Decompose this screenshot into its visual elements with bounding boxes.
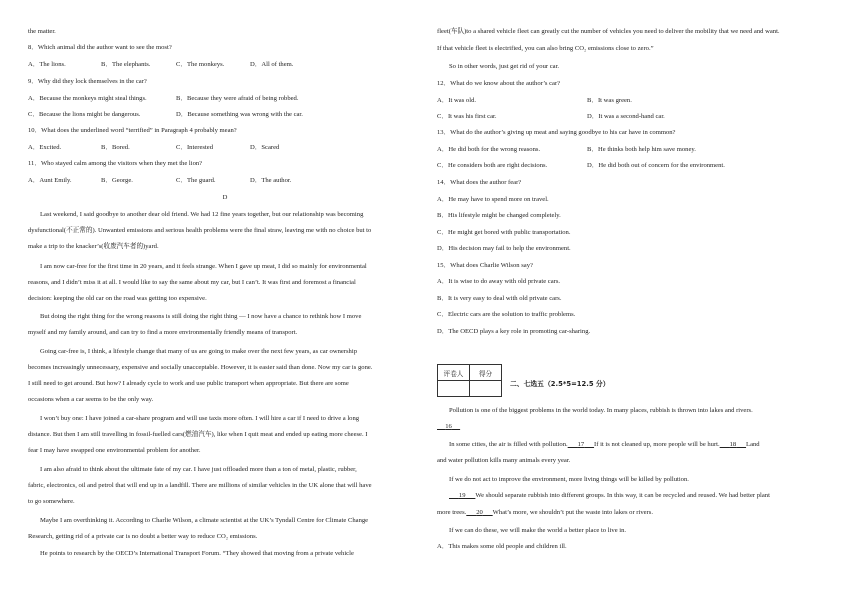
s7-line bbox=[437, 508, 653, 517]
q15-option-a[interactable]: A．It is wise to do away with old private cars. bbox=[437, 278, 561, 285]
q14-option-d[interactable]: D．His decision may fail to help the environment. bbox=[437, 245, 571, 252]
s7-line bbox=[449, 491, 770, 500]
question-12: 12．What do we know about the author’s car? bbox=[437, 80, 561, 87]
passage-line: distance. But then I am still travelling in fossil-fuelled cars(燃油汽车), like when I quit meat and ended up eating more cheese. I bbox=[28, 431, 368, 438]
passage-line: becomes increasingly unnecessary, expensive and socially unacceptable. However, it is easier said than done. Now my car is gone. bbox=[28, 364, 373, 371]
question-10: 10．What does the underlined word “terrified” in Paragraph 4 probably mean? bbox=[28, 127, 237, 134]
q12-option-b[interactable]: B．It was green. bbox=[587, 97, 632, 104]
s7-text: In some cities, the air is filled with pollution. bbox=[449, 441, 568, 448]
s7-text: more trees. bbox=[437, 509, 467, 516]
question-14: 14．What does the author fear? bbox=[437, 179, 522, 186]
passage-line: fleet(车队)to a shared vehicle fleet can greatly cut the number of vehicles you need to deliver the mobility that we need and want. bbox=[437, 28, 780, 35]
q12-option-c[interactable]: C．It was his first car. bbox=[437, 113, 497, 120]
passage-line: dysfunctional(不正常的). Unwanted emissions and serious health problems were the final straw, leaving me with no choice but to bbox=[28, 227, 372, 234]
q9-option-d[interactable]: D．Because something was wrong with the car. bbox=[176, 111, 303, 118]
passage-line: I won’t buy one: I have joined a car-share program and will use taxis more often. I will hire a car if I need to drive a long bbox=[40, 415, 360, 422]
passage-line: Maybe I am overthinking it. According to Charlie Wilson, a climate scientist at the UK’s Tyndall Centre for Climate Change bbox=[40, 517, 369, 524]
s7-line: Pollution is one of the biggest problems in the world today. In many places, rubbish is thrown into lakes and rivers. bbox=[449, 407, 753, 414]
q14-option-c[interactable]: C．He might get bored with public transportation. bbox=[437, 229, 571, 236]
text-line: the matter. bbox=[28, 28, 56, 35]
s7-option-a: A．This makes some old people and children ill. bbox=[437, 543, 567, 550]
q15-option-c[interactable]: C．Electric cars are the solution to traffic problems. bbox=[437, 311, 576, 318]
passage-line: Going car-free is, I think, a lifestyle change that many of us are going to make over the next few years, as car ownership bbox=[40, 348, 357, 355]
q10-option-d[interactable]: D．Scared bbox=[250, 144, 280, 151]
blank-number: 16 bbox=[445, 423, 452, 430]
q14-option-a[interactable]: A．He may have to spend more on travel. bbox=[437, 196, 549, 203]
passage-line: I am also afraid to think about the ultimate fate of my car. I have just offloaded more than a ton of metal, plastic, rubber, bbox=[40, 466, 357, 473]
q12-option-d[interactable]: D．It was a second-hand car. bbox=[587, 113, 665, 120]
s7-line bbox=[449, 440, 760, 449]
q8-option-a[interactable]: A．The lions. bbox=[28, 61, 66, 68]
q13-option-c[interactable]: C．He considers both are right decisions. bbox=[437, 162, 548, 169]
q10-option-b[interactable]: B．Bored. bbox=[101, 144, 130, 151]
q15-option-b[interactable]: B．It is very easy to deal with old private cars. bbox=[437, 295, 562, 302]
q13-option-b[interactable]: B．He thinks both help him save money. bbox=[587, 146, 696, 153]
q8-option-b[interactable]: B．The elephants. bbox=[101, 61, 151, 68]
q8-option-c[interactable]: C．The monkeys. bbox=[176, 61, 225, 68]
section-d-heading: D bbox=[222, 194, 228, 201]
grader-cell[interactable] bbox=[438, 381, 470, 397]
passage-line: reasons, and I didn’t miss it at all. I would like to say the same about my car, but I can’t. It was first and foremost a financial bbox=[28, 279, 356, 286]
q9-option-c[interactable]: C．Because the lions might be dangerous. bbox=[28, 111, 141, 118]
passage-line: So in other words, just get rid of your car. bbox=[449, 63, 560, 70]
question-15: 15．What does Charlie Wilson say? bbox=[437, 262, 533, 269]
s7-line: If we can do these, we will make the world a better place to live in. bbox=[449, 527, 627, 534]
q11-option-a[interactable]: A．Aunt Emily. bbox=[28, 177, 72, 184]
q14-option-b[interactable]: B．His lifestyle might be changed completely. bbox=[437, 212, 561, 219]
s7-blank-16 bbox=[437, 422, 460, 431]
passage-line: occasions when a car seems to be the only way. bbox=[28, 396, 154, 403]
q11-option-d[interactable]: D．The author. bbox=[250, 177, 292, 184]
passage-line: Last weekend, I said goodbye to another dear old friend. We had 12 fine years together, but our relationship was becoming bbox=[40, 211, 364, 218]
s7-line: If we do not act to improve the environment, more living things will be killed by pollution. bbox=[449, 476, 689, 483]
passage-line: to go somewhere. bbox=[28, 498, 75, 505]
blank-number: 18 bbox=[729, 441, 737, 448]
s7-text: Land bbox=[746, 441, 760, 448]
grader-label: 评卷人 bbox=[438, 365, 470, 381]
s7-text: If it is not cleaned up, more people will be hurt. bbox=[594, 441, 720, 448]
q11-option-b[interactable]: B．George. bbox=[101, 177, 133, 184]
passage-line: make a trip to the knacker’s(收废汽车者的)yard. bbox=[28, 243, 159, 250]
q9-option-b[interactable]: B．Because they were afraid of being robbed. bbox=[176, 95, 299, 102]
q13-option-d[interactable]: D．He did both out of concern for the environment. bbox=[587, 162, 725, 169]
q13-option-a[interactable]: A．He did both for the wrong reasons. bbox=[437, 146, 541, 153]
q11-option-c[interactable]: C．The guard. bbox=[176, 177, 216, 184]
s7-line: and water pollution kills many animals every year. bbox=[437, 457, 571, 464]
blank-number: 17 bbox=[577, 441, 585, 448]
question-8: 8．Which animal did the author want to see the most? bbox=[28, 44, 172, 51]
q15-option-d[interactable]: D．The OECD plays a key role in promoting car-sharing. bbox=[437, 328, 591, 335]
passage-line: I still need to get around. But how? I already cycle to work and use public transport when appropriate. But there are some bbox=[28, 380, 349, 387]
section-title: 二、七选五（2.5*5=12.5 分） bbox=[510, 380, 610, 388]
question-11: 11．Who stayed calm among the visitors when they met the lion? bbox=[28, 160, 203, 167]
blank-number: 20 bbox=[476, 509, 483, 516]
passage-line: decision: keeping the old car on the road was getting too expensive. bbox=[28, 295, 207, 302]
score-cell[interactable] bbox=[470, 381, 502, 397]
passage-line: Research, getting rid of a private car is no doubt a better way to reduce CO₂ emissions. bbox=[28, 533, 258, 540]
passage-line: If that vehicle fleet is electrified, you can also bring CO₂ emissions close to zero.” bbox=[437, 45, 654, 52]
blank-number: 19 bbox=[458, 492, 466, 499]
question-13: 13．What do the author’s giving up meat and saying goodbye to his car have in common? bbox=[437, 129, 676, 136]
q10-option-a[interactable]: A．Excited. bbox=[28, 144, 62, 151]
passage-line: He points to research by the OECD’s International Transport Forum. “They showed that moving from a private vehicle bbox=[40, 550, 354, 557]
q10-option-c[interactable]: C．Interested bbox=[176, 144, 213, 151]
passage-line: But doing the right thing for the wrong reasons is still doing the right thing — I now have a chance to rethink how I move bbox=[40, 313, 362, 320]
q9-option-a[interactable]: A．Because the monkeys might steal things. bbox=[28, 95, 147, 102]
passage-line: fabric, electronics, oil and petrol that will end up in a landfill. There are millions of similar vehicles in the UK alone that will have bbox=[28, 482, 372, 489]
passage-line: myself and my family around, and can try to find a more environmentally friendly means of transport. bbox=[28, 329, 298, 336]
q12-option-a[interactable]: A．It was old. bbox=[437, 97, 477, 104]
score-label: 得分 bbox=[470, 365, 502, 381]
question-9: 9．Why did they lock themselves in the car? bbox=[28, 78, 147, 85]
passage-line: fear I may have swapped one environmental problem for another. bbox=[28, 447, 201, 454]
score-table bbox=[437, 364, 502, 397]
passage-line: I am now car-free for the first time in 20 years, and it feels strange. When I gave up meat, I did so mainly for environmental bbox=[40, 263, 367, 270]
s7-text: What’s more, we shouldn’t put the waste into lakes or rivers. bbox=[492, 509, 653, 516]
s7-text: We should separate rubbish into different groups. In this way, it can be recycled and reused. We had better plant bbox=[475, 492, 770, 499]
q8-option-d[interactable]: D．All of them. bbox=[250, 61, 294, 68]
